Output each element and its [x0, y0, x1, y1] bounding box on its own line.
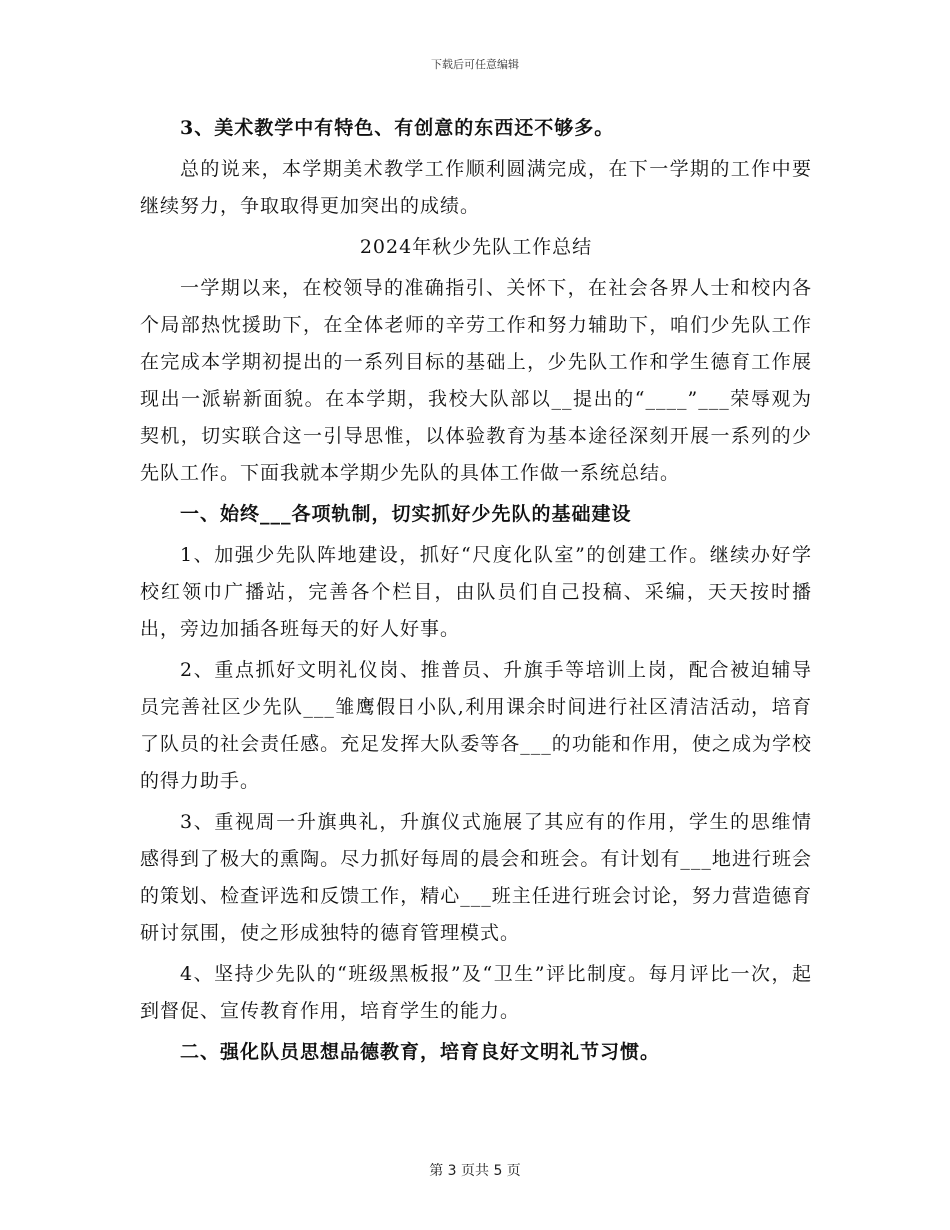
paragraph-art-point-3: 3、美术教学中有特色、有创意的东西还不够多。: [180, 117, 615, 139]
document-body: [140, 110, 812, 1075]
paragraph-item-3: 3、重视周一升旗典礼，升旗仪式施展了其应有的作用，学生的思维情感得到了极大的熏陶。尽力抓好每周的晨会和班会。有计划有___地进行班会的策划、检查评选和反馈工作，精心___班主任进行班会讨论，努力营造德育研讨氛围，使之形成独特的德育管理模式。: [140, 811, 812, 944]
section-heading-2: 二、强化队员思想品德教育，培育良好文明礼节习惯。: [180, 1041, 661, 1063]
page-header: 下载后可任意编辑: [431, 58, 519, 71]
paragraph-item-2: 2、重点抓好文明礼仪岗、推普员、升旗手等培训上岗，配合被迫辅导员完善社区少先队___雏鹰假日小队,利用课余时间进行社区清洁活动，培育了队员的社会责任感。充足发挥大队委等各___的功能和作用，使之成为学校的得力助手。: [140, 659, 812, 792]
section-heading-1: 一、始终___各项轨制，切实抓好少先队的基础建设: [180, 503, 632, 525]
page-footer: 第 3 页共 5 页: [429, 1163, 521, 1179]
paragraph-intro: 一学期以来，在校领导的准确指引、关怀下，在社会各界人士和校内各个局部热忱援助下，在全体老师的辛劳工作和努力辅助下，咱们少先队工作在完成本学期初提出的一系列目标的基础上，少先队工作和学生德育工作展现出一派崭新面貌。在本学期，我校大队部以__提出的“____”___荣辱观为契机，切实联合这一引导思惟，以体验教育为基本途径深刻开展一系列的少先队工作。下面我就本学期少先队的具体工作做一系统总结。: [140, 277, 812, 484]
paragraph-art-summary: 总的说来，本学期美术教学工作顺利圆满完成，在下一学期的工作中要继续努力，争取取得更加突出的成绩。: [140, 158, 812, 217]
document-title: 2024年秋少先队工作总结: [359, 236, 593, 258]
paragraph-item-1: 1、加强少先队阵地建设，抓好“尺度化队室”的创建工作。继续办好学校红领巾广播站，完善各个栏目，由队员们自己投稿、采编，天天按时播出，旁边加插各班每天的好人好事。: [140, 544, 812, 640]
paragraph-item-4: 4、坚持少先队的“班级黑板报”及“卫生”评比制度。每月评比一次，起到督促、宣传教育作用，培育学生的能力。: [140, 963, 812, 1022]
